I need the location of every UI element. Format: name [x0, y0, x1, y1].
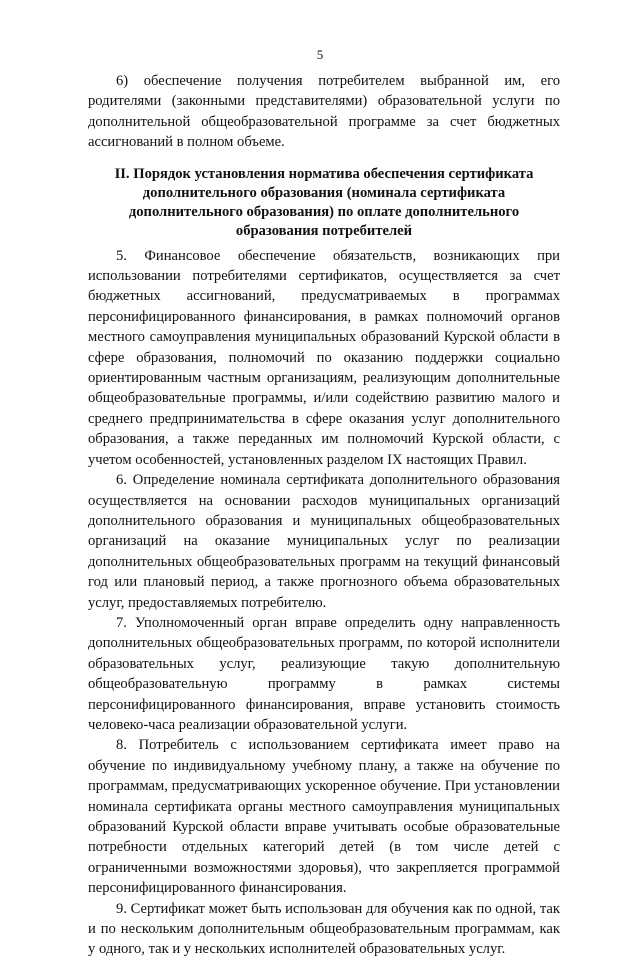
page-number: 5 [316, 47, 324, 62]
document-body [88, 71, 560, 960]
section-heading: II. Порядок установления норматива обеспечения сертификата дополнительного образования (номинала сертификата дополнительного образования) по оплате дополнительного образования потребителей [114, 165, 534, 239]
paragraph-6: 6. Определение номинала сертификата дополнительного образования осуществляется на основании расходов муниципальных организаций дополнительного образования и муниципальных общеобразовательных организаций на оказание муниципальных услуг по реализации дополнительных общеобразовательных программ на текущий финансовый год или плановый период, а также прогнозного объема образовательных услуг, предоставляемых потребителю. [88, 472, 560, 611]
paragraph-8: 8. Потребитель с использованием сертификата имеет право на обучение по индивидуальному учебному плану, а также на обучение по программам, предусматривающих ускоренное обучение. При установлении номинала сертификата органы местного самоуправления муниципальных образований Курской области вправе учитывать особые образовательные потребности отдельных категорий детей (в том числе детей с ограниченными возможностями здоровья), что закрепляется программой персонифицированного финансирования. [88, 737, 560, 897]
paragraph-5: 5. Финансовое обеспечение обязательств, возникающих при использовании потребителями сертификатов, осуществляется за счет бюджетных ассигнований, предусматриваемых в программах персонифицированного финансирования, в рамках полномочий органов местного самоуправления муниципальных образований Курской области в сфере образования, полномочий по оказанию поддержки социально ориентированным частным организациям, реализующим дополнительные общеобразовательные программы, и/или содействию развитию малого и среднего предпринимательства в сфере оказания услуг дополнительного образования, а также переданных им полномочий Курской области, с учетом особенностей, установленных разделом IX настоящих Правил. [88, 247, 560, 468]
intro-paragraph: 6) обеспечение получения потребителем выбранной им, его родителями (законными представителями) образовательной услуги по дополнительной общеобразовательной программе за счет бюджетных ассигнований в полном объеме. [88, 73, 560, 151]
paragraph-7: 7. Уполномоченный орган вправе определить одну направленность дополнительных общеобразовательных программ, по которой исполнители образовательных услуг, реализующие такую дополнительную общеобразовательную программу в рамках системы персонифицированного финансирования, вправе установить стоимость человеко-часа реализации образовательной услуги. [88, 614, 560, 733]
paragraph-9: 9. Сертификат может быть использован для обучения как по одной, так и по нескольким дополнительным общеобразовательным программам, как у одного, так и у нескольких исполнителей образовательных услуг. [88, 900, 560, 958]
